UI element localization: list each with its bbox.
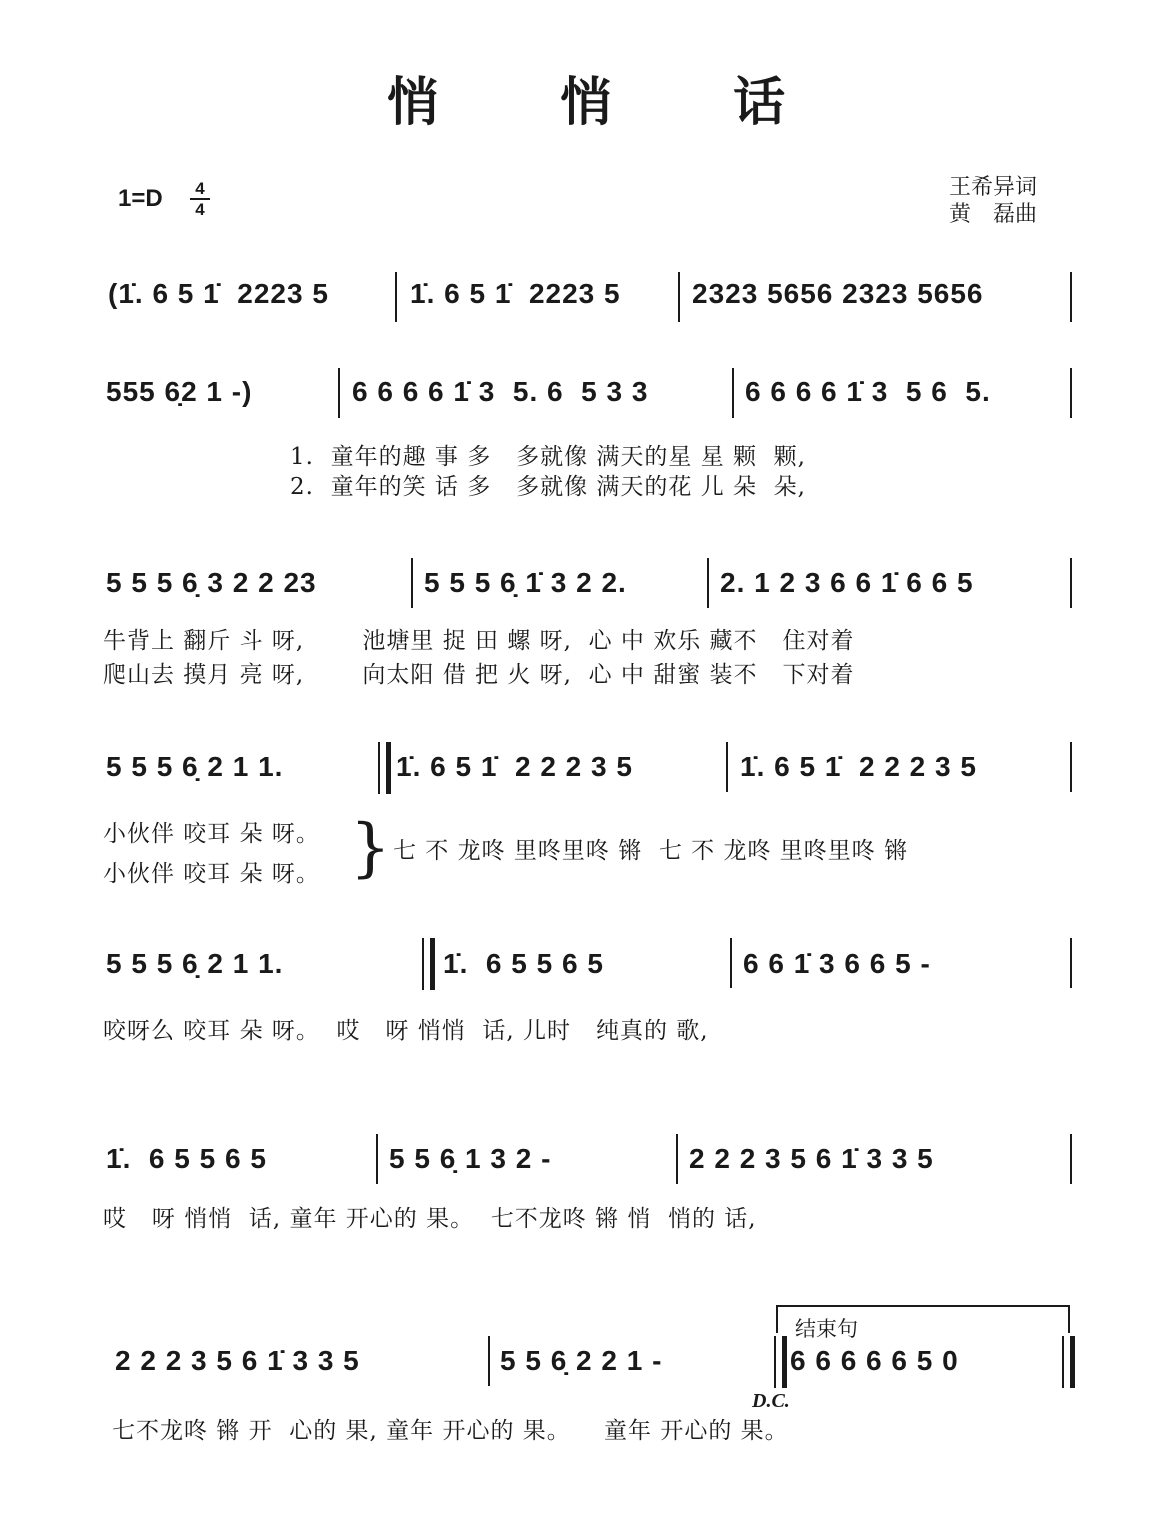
measure-notes: (1̇. 6 5 1̇ 2223 5 — [108, 278, 329, 309]
dc-mark: D.C. — [752, 1390, 790, 1412]
measure-notes: 555 6̣2 1 -) — [106, 376, 253, 407]
measure-notes: 1̇. 6 5 1̇ 2223 5 — [410, 278, 621, 309]
final-barline — [1062, 1336, 1075, 1388]
barline — [338, 368, 340, 418]
measure-notes: 5 5 5 6̣ 3 2 2 23 — [106, 567, 317, 598]
repeat-end-barline — [422, 938, 435, 990]
measure-notes: 2 2 2 3 5 6 1̇ 3 3 5 — [115, 1345, 360, 1376]
measure-notes: 2 2 2 3 5 6 1̇ 3 3 5 — [689, 1143, 934, 1174]
barline — [1070, 368, 1072, 418]
barline — [1070, 272, 1072, 322]
measure-notes: 5 5 6̣ 1 3 2 - — [389, 1143, 552, 1174]
lyric-line: 2. 童年的笑 话 多 多就像 满天的花 儿 朵 朵, — [290, 474, 806, 500]
measure-notes: 6 6 6 6 1̇ 3 5 6 5. — [745, 376, 991, 407]
refrain-lyric: 七 不 龙咚 里咚里咚 锵 七 不 龙咚 里咚里咚 锵 — [393, 838, 909, 864]
measure-notes: 5 5 5 6̣ 2 1 1. — [106, 751, 284, 782]
barline — [411, 558, 413, 608]
title-char: 话 — [733, 73, 786, 133]
lyric-line: 小伙伴 咬耳 朵 呀。 — [103, 861, 320, 887]
measure-notes: 6 6 1̇ 3 6 6 5 - — [743, 948, 931, 979]
barline — [1070, 938, 1072, 988]
measure-notes: 6 6 6 6 6 5 0 — [790, 1345, 959, 1376]
measure-notes: 2. 1 2 3 6 6 1̇ 6 6 5 — [720, 567, 974, 598]
measure-notes: 1̇. 6 5 5 6 5 — [443, 948, 604, 979]
measure-notes: 1̇. 6 5 5 6 5 — [106, 1143, 267, 1174]
title-char: 悄 — [386, 73, 439, 133]
barline — [678, 272, 680, 322]
barline — [1070, 1134, 1072, 1184]
measure-notes: 6 6 6 6 1̇ 3 5. 6 5 3 3 — [352, 376, 649, 407]
time-signature-top: 4 — [195, 179, 205, 198]
barline — [376, 1134, 378, 1184]
lyric-line: 哎 呀 悄悄 话, 童年 开心的 果。 七不龙咚 锵 悄 悄的 话, — [103, 1206, 757, 1232]
measure-notes: 5 5 6̣ 2 2 1 - — [500, 1345, 663, 1376]
barline — [395, 272, 397, 322]
double-barline — [774, 1336, 787, 1388]
song-title — [0, 60, 1172, 135]
time-signature-bottom: 4 — [195, 200, 205, 219]
repeat-start-barline — [378, 742, 391, 794]
barline — [488, 1336, 490, 1386]
lyric-line: 七不龙咚 锵 开 心的 果, 童年 开心的 果。 童年 开心的 果。 — [112, 1418, 789, 1444]
barline — [730, 938, 732, 988]
measure-notes: 5 5 5 6̣ 2 1 1. — [106, 948, 284, 979]
title-char: 悄 — [559, 73, 612, 133]
composer-credit: 黄 磊曲 — [948, 202, 1037, 227]
barline — [732, 368, 734, 418]
barline — [707, 558, 709, 608]
barline — [726, 742, 728, 792]
lyric-line: 咬呀么 咬耳 朵 呀。 哎 呀 悄悄 话, 儿时 纯真的 歌, — [103, 1018, 709, 1044]
lyric-line: 牛背上 翻斤 斗 呀, 池塘里 捉 田 螺 呀, 心 中 欢乐 藏不 住对着 — [103, 628, 855, 654]
time-signature — [190, 180, 210, 218]
ending-label: 结束句 — [795, 1317, 858, 1341]
measure-notes: 1̇. 6 5 1̇ 2 2 2 3 5 — [740, 751, 977, 782]
lyric-line: 小伙伴 咬耳 朵 呀。 — [103, 821, 320, 847]
measure-notes: 2323 5656 2323 5656 — [692, 278, 984, 309]
lyric-line: 爬山去 摸月 亮 呀, 向太阳 借 把 火 呀, 心 中 甜蜜 装不 下对着 — [103, 662, 855, 688]
barline — [1070, 742, 1072, 792]
barline — [1070, 558, 1072, 608]
lyric-line: 1. 童年的趣 事 多 多就像 满天的星 星 颗 颗, — [290, 444, 806, 470]
lyricist-credit: 王希异词 — [948, 175, 1037, 200]
measure-notes: 5 5 5 6̣ 1̇ 3 2 2. — [424, 567, 627, 598]
barline — [676, 1134, 678, 1184]
lyric-brace: } — [350, 811, 391, 885]
key-signature: 1=D — [118, 185, 163, 212]
measure-notes: 1̇. 6 5 1̇ 2 2 2 3 5 — [396, 751, 633, 782]
